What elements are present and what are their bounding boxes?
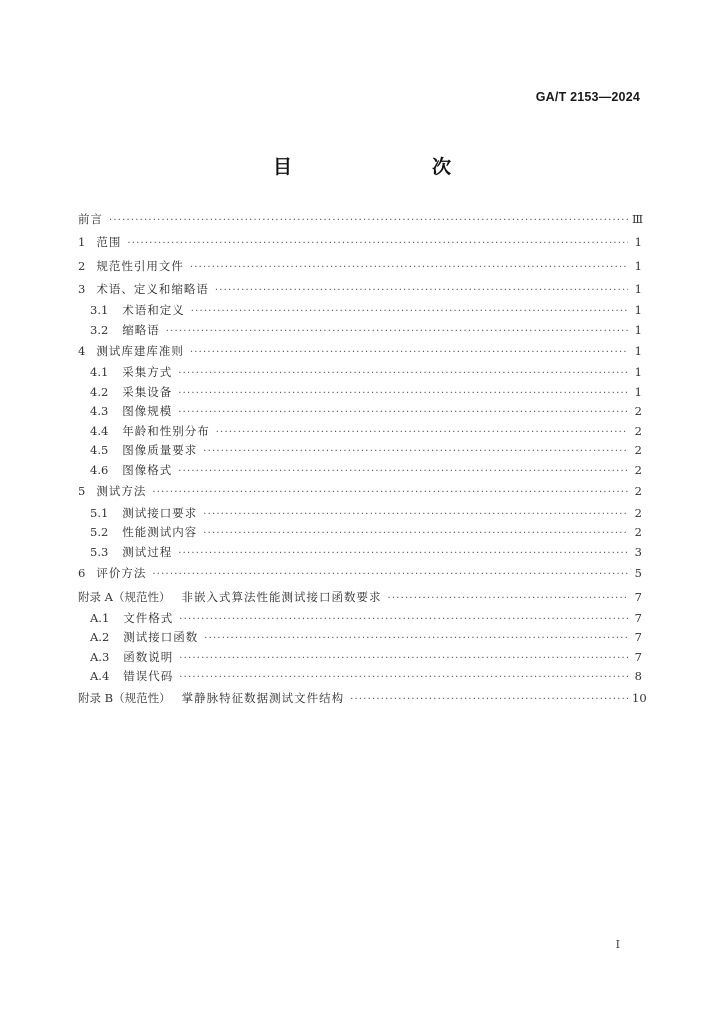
dot-leader (203, 524, 628, 544)
toc-entry-number: 3.1 (90, 303, 109, 318)
toc-entry-number: A.1 (90, 610, 110, 625)
toc-subentry[interactable] (78, 301, 642, 321)
toc-entry-page: 7 (634, 610, 642, 625)
toc-entry-title: 测试接口要求 (122, 505, 198, 520)
dot-leader (179, 610, 628, 630)
toc-entry-title: 图像质量要求 (122, 443, 198, 458)
dot-leader (166, 322, 628, 342)
toc-entry-page: 3 (634, 544, 642, 559)
toc-entry-title: 测试过程 (122, 544, 173, 559)
toc-subentry[interactable] (78, 422, 642, 442)
toc-entry-number: 4.6 (90, 462, 109, 477)
toc-subentry[interactable] (78, 648, 642, 668)
toc-subentry[interactable] (78, 363, 642, 383)
toc-entry-title: 年龄和性别分布 (122, 423, 210, 438)
dot-leader (203, 442, 628, 462)
toc-entry[interactable] (78, 208, 642, 231)
toc-subentry[interactable] (78, 402, 642, 422)
dot-leader (178, 384, 628, 404)
dot-leader (190, 256, 628, 279)
toc-entry-title: 测试方法 (96, 484, 147, 499)
toc-entry-number: 2 (78, 258, 86, 273)
toc-entry-title: 文件格式 (123, 610, 174, 625)
toc-entry-page: 7 (634, 630, 642, 645)
dot-leader (178, 462, 628, 482)
dot-leader (179, 649, 628, 669)
toc-entry[interactable] (78, 687, 647, 710)
dot-leader (178, 403, 628, 423)
dot-leader (204, 629, 628, 649)
toc-subentry[interactable] (78, 504, 642, 524)
toc-entry-number: 附录 B（规范性） (78, 690, 171, 705)
toc-entry-number: 4.5 (90, 443, 109, 458)
toc-entry-title: 函数说明 (123, 649, 174, 664)
toc-entry-page: 2 (634, 525, 642, 540)
dot-leader (203, 505, 628, 525)
page-title: 目 次 (272, 156, 485, 178)
toc-entry-number: 5 (78, 484, 86, 499)
toc-entry-number: 5.1 (90, 505, 109, 520)
toc-subentry[interactable] (78, 441, 642, 461)
toc-entry-page: 7 (634, 649, 642, 664)
toc-entry-page: 2 (634, 443, 642, 458)
toc-entry-number: 4.3 (90, 404, 109, 419)
toc-entry-number: A.4 (90, 669, 110, 684)
dot-leader (190, 341, 628, 364)
toc-subentry[interactable] (78, 543, 642, 563)
toc-entry-number: 6 (78, 566, 86, 581)
toc-entry-page: 2 (634, 505, 642, 520)
toc-entry-title: 非嵌入式算法性能测试接口函数要求 (181, 589, 382, 604)
dot-leader (152, 481, 628, 504)
toc-entry-page: 1 (634, 384, 642, 399)
standard-code: GA/T 2153—2024 (535, 90, 640, 104)
toc-entry[interactable] (78, 255, 642, 278)
dot-leader (215, 279, 628, 302)
toc-entry-page: 5 (634, 566, 642, 581)
toc-entry-number: 附录 A（规范性） (78, 589, 171, 604)
toc-entry-page: 2 (634, 484, 642, 499)
page-number: Ⅰ (615, 938, 620, 951)
toc-entry[interactable] (78, 562, 642, 585)
toc-entry-title: 图像规模 (122, 404, 173, 419)
toc-entry-number: A.2 (90, 630, 110, 645)
toc-entry[interactable] (78, 278, 642, 301)
toc-entry[interactable] (78, 340, 642, 363)
toc-subentry[interactable] (78, 461, 642, 481)
toc-entry-number: 3.2 (90, 322, 109, 337)
toc-subentry[interactable] (78, 609, 642, 629)
toc-entry-page: 2 (634, 404, 642, 419)
toc-entry-page: 1 (634, 365, 642, 380)
toc-entry-number: 4.1 (90, 365, 109, 380)
dot-leader (152, 563, 628, 586)
dot-leader (178, 544, 628, 564)
toc-entry-number: 5.3 (90, 544, 109, 559)
toc-entry-page: 1 (634, 303, 642, 318)
toc-entry-title: 前言 (78, 212, 103, 226)
toc-entry-title: 错误代码 (123, 669, 174, 684)
toc-entry[interactable] (78, 480, 642, 503)
toc-entry-page: 8 (634, 669, 642, 684)
dot-leader (350, 688, 628, 711)
toc-subentry[interactable] (78, 523, 642, 543)
table-of-contents (78, 208, 647, 710)
toc-entry-title: 范围 (96, 235, 122, 250)
toc-entry-title: 采集设备 (122, 384, 173, 399)
toc-entry-page: 2 (634, 462, 642, 477)
toc-entry-title: 缩略语 (122, 322, 160, 337)
toc-entry[interactable] (78, 586, 642, 609)
toc-entry-title: 测试库建库准则 (96, 344, 184, 359)
dot-leader (179, 668, 628, 688)
dot-leader (109, 209, 628, 232)
toc-subentry[interactable] (78, 321, 642, 341)
dot-leader (127, 232, 628, 255)
toc-entry-title: 采集方式 (122, 365, 173, 380)
toc-entry-number: 1 (78, 235, 86, 250)
toc-entry-title: 测试接口函数 (123, 630, 199, 645)
toc-subentry[interactable] (78, 667, 642, 687)
toc-entry-page: 1 (634, 281, 642, 296)
toc-subentry[interactable] (78, 383, 642, 403)
toc-entry-page: 10 (632, 690, 647, 705)
toc-entry-number: 4.2 (90, 384, 109, 399)
toc-entry-number: 3 (78, 281, 86, 296)
toc-entry-page: 1 (634, 322, 642, 337)
toc-entry-page: 7 (634, 589, 642, 604)
toc-entry-number: 4.4 (90, 423, 109, 438)
toc-entry-title: 评价方法 (96, 566, 147, 581)
toc-entry-title: 术语和定义 (122, 303, 185, 318)
toc-entry[interactable] (78, 231, 642, 254)
toc-entry-page: Ⅲ (632, 212, 644, 226)
toc-entry-title: 图像格式 (122, 462, 173, 477)
toc-entry-title: 性能测试内容 (122, 525, 198, 540)
toc-entry-title: 术语、定义和缩略语 (96, 281, 209, 296)
toc-entry-title: 掌静脉特征数据测试文件结构 (181, 690, 345, 705)
toc-entry-page: 1 (634, 344, 642, 359)
dot-leader (216, 423, 628, 443)
toc-entry-number: 4 (78, 344, 86, 359)
dot-leader (387, 587, 628, 610)
dot-leader (178, 364, 628, 384)
toc-entry-page: 2 (634, 423, 642, 438)
toc-entry-number: A.3 (90, 649, 110, 664)
toc-entry-number: 5.2 (90, 525, 109, 540)
toc-entry-title: 规范性引用文件 (96, 258, 184, 273)
toc-entry-page: 1 (634, 235, 642, 250)
toc-entry-page: 1 (634, 258, 642, 273)
toc-subentry[interactable] (78, 628, 642, 648)
dot-leader (191, 302, 628, 322)
